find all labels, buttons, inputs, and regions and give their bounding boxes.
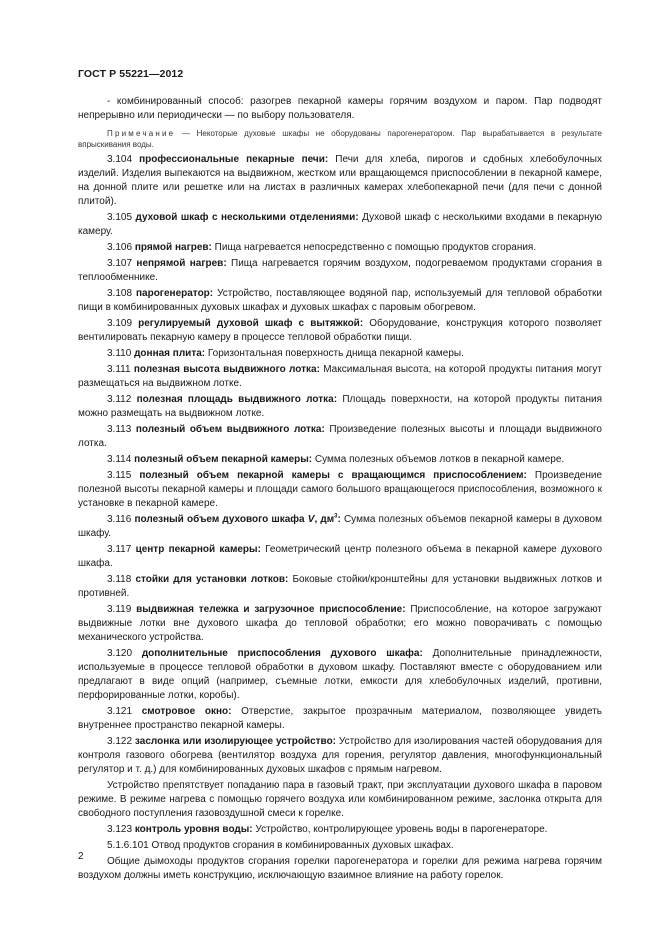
- clause-number: 3.113: [107, 424, 132, 435]
- definition-3104: [78, 153, 602, 209]
- clause-number: 3.111: [107, 364, 131, 375]
- clause-number: 3.118: [107, 574, 132, 585]
- definition-text: Боковые стойки/кронштейны для установки выдвижных лотков и противней.: [78, 574, 603, 599]
- definition-3122-continuation: Устройство препятствует попаданию пара в газовый тракт, при эксплуатации духового шкафа в паровом режиме. В режиме нагрева с помощью горячего воздуха или комбинированном режиме, заслонка открыта для свободного поступления газовоздушной смеси к горелке.: [78, 780, 602, 819]
- document-body: [78, 95, 602, 883]
- unit-exponent: 3: [334, 513, 338, 520]
- definition-3107: [78, 257, 602, 285]
- clause-number: 3.110: [107, 348, 132, 359]
- definition-term: стойки для установки лотков:: [135, 574, 289, 585]
- clause-number: 3.108: [107, 288, 133, 299]
- definition-text: Площадь поверхности, на которой продукты питания можно размещать на выдвижном лотке.: [78, 394, 603, 419]
- definition-term: непрямой нагрев:: [136, 258, 227, 269]
- definition-term: центр пекарной камеры:: [135, 544, 261, 555]
- clause-number: 3.107: [107, 258, 133, 269]
- page-number: 2: [78, 851, 84, 862]
- definition-term: полезная высота выдвижного лотка:: [133, 364, 320, 375]
- definition-text: Дополнительные принадлежности, используемые в процессе тепловой обработки в духовом шкафу. Поставляют вместе с оборудованием или предлагают в виде опций (например, съемные лотки, емкости для хлебобулочных изделий, противни, перфорированные лотки, коробы).: [78, 648, 602, 701]
- clause-number: 3.119: [107, 604, 132, 615]
- clause-5-1-6-101-text: Общие дымоходы продуктов сгорания горелки парогенератора и горелки для режима нагрева горячим воздухом должны иметь конструкцию, исключающую взаимное влияние на работу горелок.: [78, 856, 602, 881]
- definition-text: Геометрический центр полезного объема в пекарной камере духового шкафа.: [78, 544, 603, 569]
- definition-term: полезный объем пекарной камеры:: [134, 454, 313, 465]
- definition-text: Сумма полезных объемов лотков в пекарной камере.: [312, 454, 565, 465]
- clause-number: 3.104: [107, 154, 133, 165]
- clause-number: 3.121: [107, 706, 133, 717]
- definition-text: Приспособление, на которое загружают выдвижные лотки вне духового шкафа до тепловой обработки; его можно поворачивать с помощью механического устройства.: [78, 604, 602, 643]
- definition-3123: [78, 823, 602, 837]
- clause-number: 3.114: [107, 454, 132, 465]
- definition-text: Произведение полезной высоты пекарной камеры и площади самого большого вращающегося приспособления, возможного к установке в пекарной камере.: [78, 470, 603, 509]
- definition-3122: [78, 735, 602, 777]
- clause-number: 3.120: [107, 648, 133, 659]
- definition-term: [134, 514, 340, 525]
- definition-text: Сумма полезных объемов пекарной камеры в духовом шкафу.: [78, 514, 602, 539]
- definition-text: Отверстие, закрытое прозрачным материалом, позволяющее увидеть внутреннее пространство пекарной камеры.: [78, 706, 603, 731]
- definition-term: дополнительные приспособления духового шкафа:: [141, 648, 423, 659]
- clause-number: 3.115: [107, 470, 132, 481]
- term-unit: , дм: [314, 514, 335, 525]
- note: [78, 128, 602, 150]
- definition-text: Максимальная высота, на которой продукты питания могут размещаться на выдвижном лотке.: [78, 364, 603, 389]
- clause-number: 3.123: [107, 824, 133, 835]
- definition-term: донная плита:: [134, 348, 206, 359]
- definition-3108: [78, 287, 602, 315]
- clause-5-1-6-101: 5.1.6.101 Отвод продуктов сгорания в комбинированных духовых шкафах.: [107, 840, 454, 851]
- note-label: Примечание: [107, 129, 176, 138]
- volume-symbol: V: [307, 514, 315, 525]
- definition-text: Пища нагревается непосредственно с помощью продуктов сгорания.: [211, 242, 537, 253]
- definition-term: заслонка или изолирующее устройство:: [134, 736, 337, 747]
- definition-3118: [78, 573, 602, 601]
- definition-term: духовой шкаф с несколькими отделениями:: [135, 212, 359, 223]
- definition-3110: [78, 347, 602, 361]
- definition-text: Пища нагревается горячим воздухом, подогреваемом продуктами сгорания в теплообменнике.: [78, 258, 603, 283]
- definition-text: Горизонтальная поверхность днища пекарной камеры.: [205, 348, 464, 359]
- definition-text: Устройство, контролирующее уровень воды в парогенераторе.: [252, 824, 548, 835]
- clause-number: 3.106: [107, 242, 133, 253]
- clause-number: 3.122: [107, 736, 133, 747]
- definition-term: полезный объем выдвижного лотка:: [135, 424, 325, 435]
- definition-3111: [78, 363, 602, 391]
- definition-text: Произведение полезных высоты и площади выдвижного лотка.: [78, 424, 602, 449]
- definition-text: Оборудование, конструкция которого позволяет вентилировать пекарную камеру в процессе тепловой обработки пищи.: [78, 318, 603, 343]
- clause-number: 3.105: [107, 212, 133, 223]
- definition-3106: [78, 241, 602, 255]
- term-colon: :: [337, 514, 341, 525]
- combined-mode-paragraph: - комбинированный способ: разогрев пекарной камеры горячим воздухом и паром. Пар подводят непрерывно или периодически — по выбору пользователя.: [78, 96, 602, 121]
- definition-term: полезная площадь выдвижного лотка:: [136, 394, 338, 405]
- clause-number: 3.109: [107, 318, 133, 329]
- definition-3116: [78, 513, 602, 541]
- definition-3112: [78, 393, 602, 421]
- definition-3105: [78, 211, 602, 239]
- standard-header: ГОСТ Р 55221—2012: [78, 68, 184, 80]
- definition-3117: [78, 543, 602, 571]
- note-text: — Некоторые духовые шкафы не оборудованы парогенератором. Пар вырабатывается в результате впрыскивания воды.: [78, 129, 602, 149]
- clause-number: 3.112: [107, 394, 132, 405]
- definition-text: Устройство для изолирования частей оборудования для контроля газового обогрева (вентилятор воздуха для горения, регулятор давления, многофункциональный регулятор и т. д.) для комбинированных духовых шкафов с прямым нагревом.: [78, 736, 603, 775]
- term-part: полезный объем духового шкафа: [134, 514, 308, 525]
- definition-text: Печи для хлеба, пирогов и сдобных хлебобулочных изделий. Изделия выпекаются на выдвижном, жестком или вращающемся приспособлении в пекарной камере, на донной плите или решетке или на листах в различных камерах хлебопекарной печи (для печи с донной плитой).: [78, 154, 602, 207]
- clause-number: 3.116: [107, 514, 132, 525]
- definition-3114: [78, 453, 602, 467]
- definition-term: парогенератор:: [135, 288, 214, 299]
- definition-term: выдвижная тележка и загрузочное приспособление:: [136, 604, 406, 615]
- definition-term: полезный объем пекарной камеры с вращающимся приспособлением:: [139, 470, 527, 481]
- definition-term: профессиональные пекарные печи:: [139, 154, 329, 165]
- clause-number: 3.117: [107, 544, 132, 555]
- definition-text: Духовой шкаф с несколькими входами в пекарную камеру.: [78, 212, 602, 237]
- definition-3115: [78, 469, 602, 511]
- definition-term: регулируемый духовой шкаф с вытяжкой:: [138, 318, 364, 329]
- definition-term: контроль уровня воды:: [134, 824, 253, 835]
- definition-3109: [78, 317, 602, 345]
- definition-3119: [78, 603, 602, 645]
- definition-term: смотровое окно:: [141, 706, 232, 717]
- definition-text: Устройство, поставляющее водяной пар, используемый для тепловой обработки пищи в комбинированных духовых шкафах и духовых шкафах с паровым обогревом.: [78, 288, 602, 313]
- definition-3113: [78, 423, 602, 451]
- definition-3120: [78, 647, 602, 703]
- definition-3121: [78, 705, 602, 733]
- definition-term: прямой нагрев:: [134, 242, 212, 253]
